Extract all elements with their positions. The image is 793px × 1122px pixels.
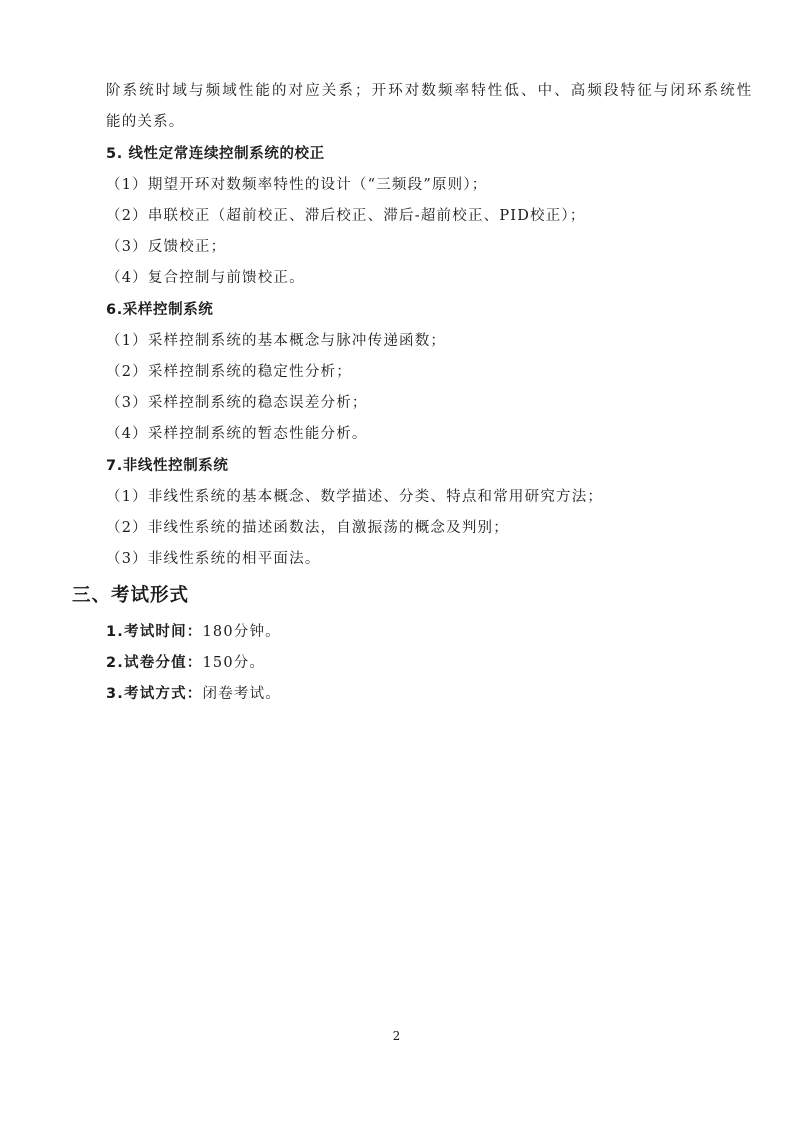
exam-time-value: 180分钟。 xyxy=(202,624,281,640)
section-6-item-4: （4）采样控制系统的暂态性能分析。 xyxy=(106,426,368,442)
section-5-heading: 5. 线性定常连续控制系统的校正 xyxy=(106,146,325,162)
section-6-item-3: （3）采样控制系统的稳态误差分析； xyxy=(106,395,368,411)
exam-score-line xyxy=(106,653,265,673)
exam-method-line xyxy=(106,684,281,704)
section-5-item-4: （4）复合控制与前馈校正。 xyxy=(106,270,305,286)
section-5-item-2: （2）串联校正（超前校正、滞后校正、滞后-超前校正、PID校正）； xyxy=(106,208,586,224)
section-6-item-1: （1）采样控制系统的基本概念与脉冲传递函数； xyxy=(106,333,447,349)
exam-method-label: 3.考试方式： xyxy=(106,686,203,702)
section-7-item-3: （3）非线性系统的相平面法。 xyxy=(106,551,321,567)
section-7-heading: 7.非线性控制系统 xyxy=(106,458,229,474)
section-7-item-2: （2）非线性系统的描述函数法，自激振荡的概念及判别； xyxy=(106,520,509,536)
page-number: 2 xyxy=(392,1029,401,1043)
exam-time-line xyxy=(106,622,281,642)
exam-method-value: 闭卷考试。 xyxy=(202,686,281,702)
exam-time-label: 1.考试时间： xyxy=(106,624,203,640)
continuation-line-2: 能的关系。 xyxy=(106,114,185,130)
exam-format-title: 三、考试形式 xyxy=(72,585,190,606)
exam-score-value: 150分。 xyxy=(202,655,266,671)
exam-score-label: 2.试卷分值： xyxy=(106,655,203,671)
section-5-item-1: （1）期望开环对数频率特性的设计（“三频段”原则）； xyxy=(106,177,488,193)
section-6-item-2: （2）采样控制系统的稳定性分析； xyxy=(106,364,352,380)
continuation-line-1: 阶系统时域与频域性能的对应关系；开环对数频率特性低、中、高频段特征与闭环系统性 xyxy=(106,83,754,99)
section-6-heading: 6.采样控制系统 xyxy=(106,302,214,318)
section-7-item-1: （1）非线性系统的基本概念、数学描述、分类、特点和常用研究方法； xyxy=(106,489,604,505)
section-5-item-3: （3）反馈校正； xyxy=(106,239,227,255)
